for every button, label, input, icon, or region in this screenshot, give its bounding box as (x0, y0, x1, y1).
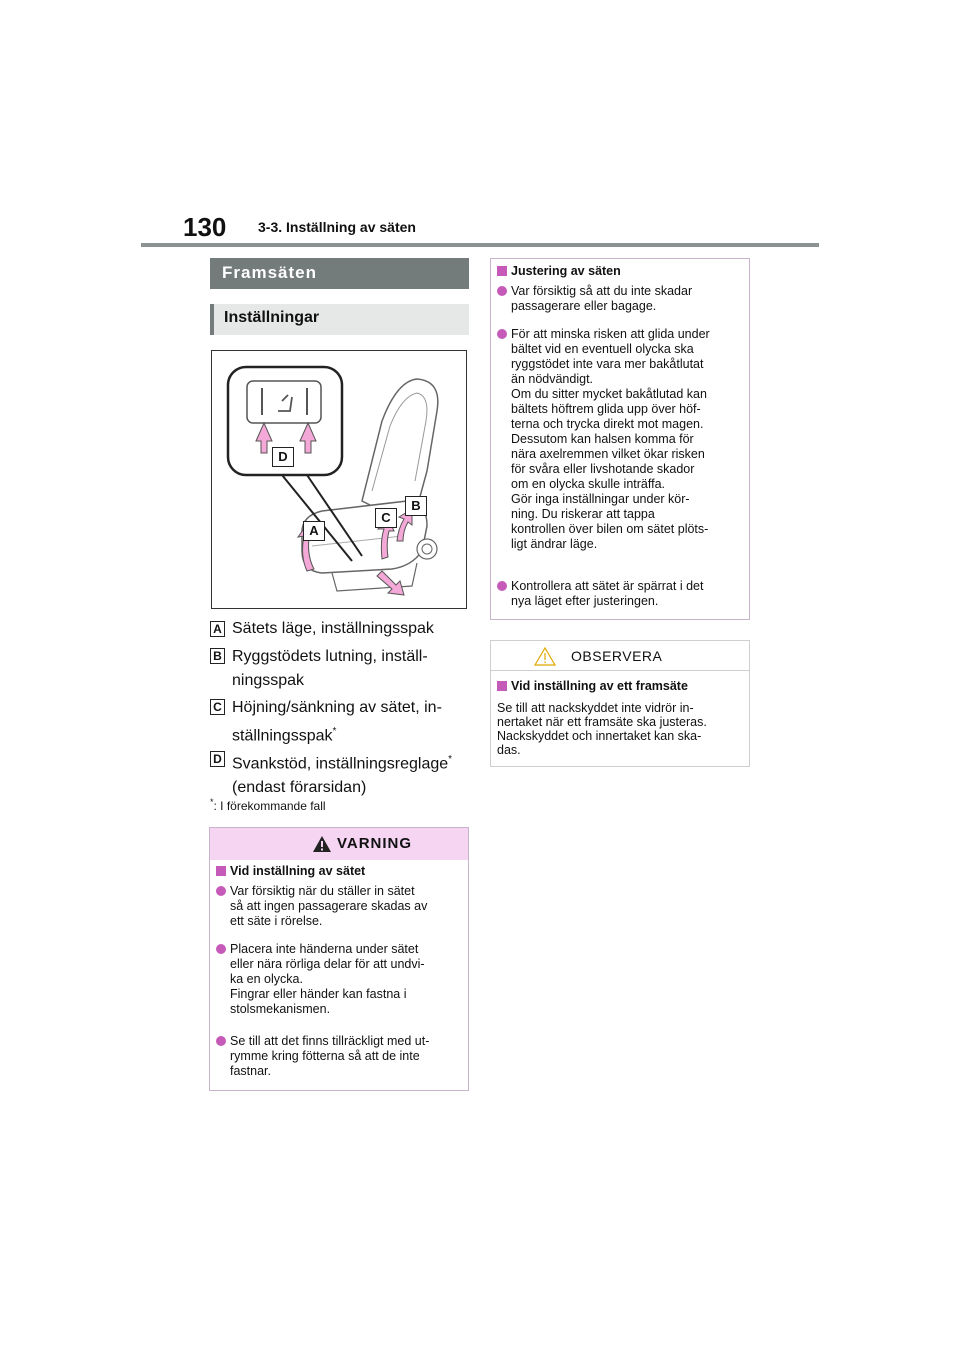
callout-a: A (303, 521, 325, 541)
caution-icon (534, 647, 556, 666)
item-text: Sätets läge, inställningsspak (232, 620, 434, 637)
bullet-icon (216, 886, 226, 896)
note-bullet: Var försiktig så att du inte skadar passagerare eller bagage. (497, 284, 749, 316)
seat-drawing (212, 351, 466, 608)
bullet-icon (216, 1036, 226, 1046)
observera-header (491, 641, 749, 671)
warning-title: VARNING (337, 835, 413, 852)
square-bullet-icon (497, 266, 507, 276)
observera-body: Se till att nackskyddet inte vidrör in- nertaket när ett framsäte ska justeras. Nackskyddet och innertaket kan ska- das. (497, 701, 707, 757)
callout-c: C (375, 508, 397, 528)
subsection-title: Inställningar (210, 304, 469, 335)
callout-d: D (272, 447, 294, 467)
note-bullet: För att minska risken att glida under bältet vid en eventuell olycka ska ryggstödet inte vara mer bakåtlutat än nödvändigt. Om du sitter mycket bakåtlutad kan bältets höftrem glida upp över höf- terna och trycka direkt mot magen. Dessutom kan halsen komma för nära axelremmen vilket ökar risken för svåra eller livshotande skador om en olycka skulle inträffa. Gör inga inställningar under kör- ning. Du riskerar att tappa kontrollen över bilen om sätet plöts- ligt ändrar läge. (497, 327, 749, 567)
item-text: Svankstöd, inställningsreglage (232, 755, 449, 773)
warning-box (209, 827, 469, 1091)
bullet-icon (216, 944, 226, 954)
bullet-icon (497, 286, 507, 296)
chapter-title: 3-3. Inställning av säten (258, 219, 416, 235)
seat-illustration (211, 350, 467, 609)
warning-bullet: Se till att det finns tillräckligt med ut- rymme kring fötterna så att de inte fastnar. (216, 1034, 468, 1082)
warning-header (210, 828, 468, 860)
square-bullet-icon (497, 681, 507, 691)
note-bullet: Kontrollera att sätet är spärrat i det nya läget efter justeringen. (497, 579, 749, 611)
badge-d: D (210, 751, 225, 767)
observera-box (490, 640, 750, 767)
badge-a: A (210, 621, 225, 637)
warning-icon (312, 835, 332, 853)
asterisk: * (448, 754, 453, 765)
warning-bullet: Var försiktig när du ställer in sätet så att ingen passagerare skadas av ett säte i rörelse. (216, 884, 468, 932)
callout-b: B (405, 496, 427, 516)
square-bullet-icon (216, 866, 226, 876)
badge-c: C (210, 699, 225, 715)
footnote-text: : I förekommande fall (213, 799, 326, 813)
footnote (210, 797, 326, 813)
bullet-icon (497, 329, 507, 339)
warning-heading: Vid inställning av sätet (216, 864, 365, 878)
bullet-icon (497, 581, 507, 591)
item-text-line2: (endast förarsidan) (232, 779, 367, 797)
note-box (490, 258, 750, 620)
page-number: 130 (183, 212, 227, 242)
section-title: Framsäten (210, 258, 469, 289)
note-heading: Justering av säten (497, 264, 621, 278)
observera-title: OBSERVERA (571, 648, 663, 664)
warning-bullet: Placera inte händerna under sätet eller nära rörliga delar för att undvi- ka en olycka. Fingrar eller händer kan fastna i stolsmekanismen. (216, 942, 468, 1022)
asterisk: * (332, 726, 337, 737)
item-text: Ryggstödets lutning, inställ- ningsspak (232, 648, 428, 689)
footnote-mark: * (210, 797, 214, 807)
observera-heading: Vid inställning av ett framsäte (497, 679, 688, 693)
item-text: Höjning/sänkning av sätet, in- ställningsspak (232, 699, 442, 745)
badge-b: B (210, 648, 225, 664)
header-rule (141, 243, 819, 247)
